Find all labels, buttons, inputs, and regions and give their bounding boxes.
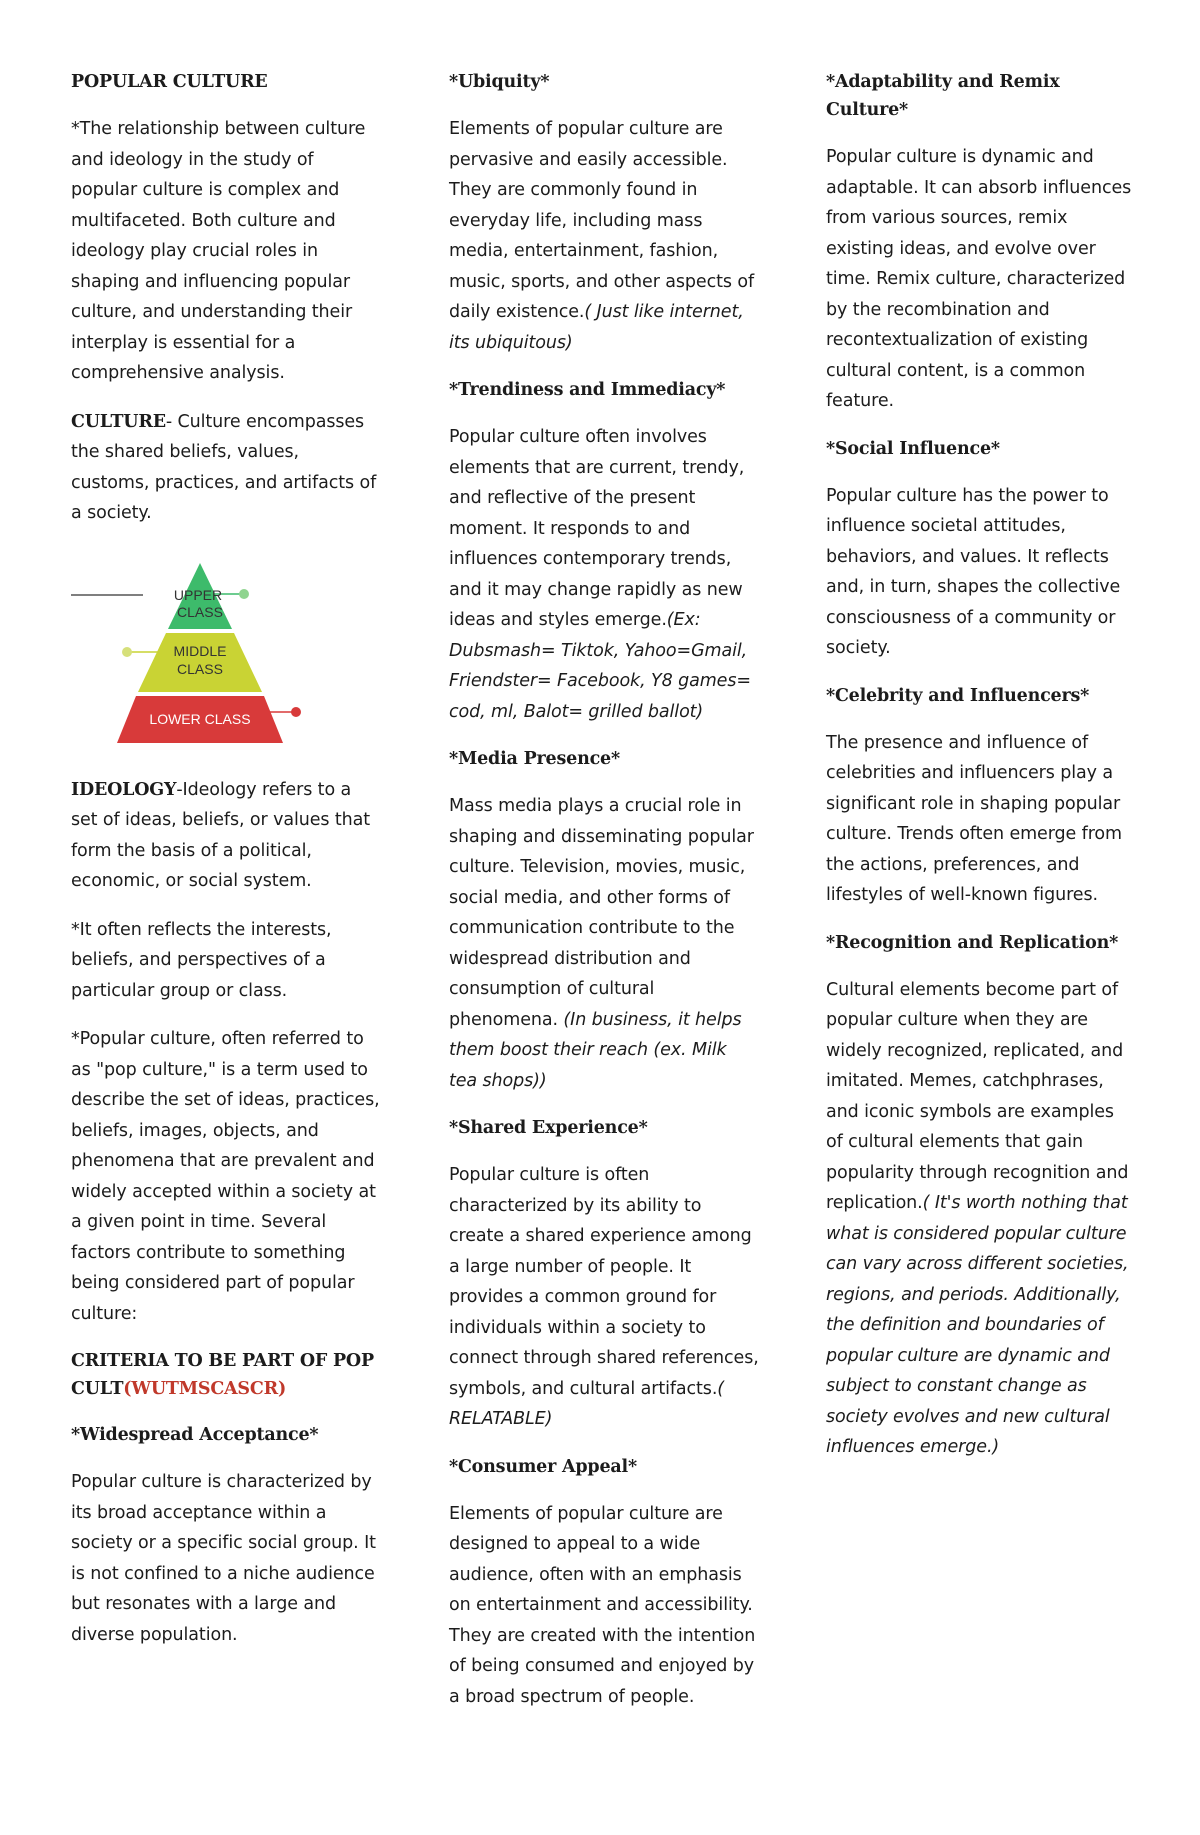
upper-label-2: CLASS — [177, 603, 223, 620]
trendiness-text: Popular culture often involves elements that are current, trendy, and reflective of the present moment. It responds to and influences contemporary trends, and it may change rapidly as new ideas and styles emerge. — [449, 427, 745, 630]
column-3 — [826, 68, 1136, 1481]
ideology-note: *It often reflects the interests, beliefs, and perspectives of a particular group or class. — [71, 919, 332, 1001]
media-text: Mass media plays a crucial role in shaping and disseminating popular culture. Television, movies, music, social media, and other forms of communication contribute to the widespread distribution and consumption of cultural phenomena. — [449, 796, 754, 1030]
lower-dot — [291, 707, 301, 717]
recognition-paragraph — [826, 975, 1136, 1463]
criteria-heading — [71, 1347, 381, 1403]
ubiquity-paragraph — [449, 114, 759, 358]
column-1 — [71, 68, 381, 1668]
adapt-heading: *Adaptability and Remix Culture* — [826, 72, 1060, 120]
middle-label-1: MIDDLE — [173, 642, 227, 659]
trendiness-note: (Ex: Dubsmash= Tiktok, Yahoo=Gmail, Friendster= Facebook, Y8 games= cod, ml, Balot= grilled ballot) — [449, 610, 751, 722]
trendiness-paragraph — [449, 422, 759, 727]
ubiquity-text: Elements of popular culture are pervasive and easily accessible. They are commonly found in everyday life, including mass media, entertainment, fashion, music, sports, and other aspects of daily existence. — [449, 119, 755, 322]
middle-dot — [122, 647, 132, 657]
ideology-definition — [71, 775, 381, 897]
class-pyramid-diagram — [71, 547, 381, 747]
shared-text: Popular culture is often characterized by its ability to create a shared experience among a large number of people. It provides a common ground for individuals within a society to connect through shared references, symbols, and cultural artifacts. — [449, 1165, 759, 1399]
culture-definition — [71, 407, 381, 529]
recognition-note: ( It's worth nothing that what is considered popular culture can vary across different societies, regions, and periods. Additionally, the definition and boundaries of popular culture are dynamic and subject to constant change as society evolves and new cultural influences emerge.) — [826, 1193, 1129, 1457]
media-note: (In business, it helps them boost their reach (ex. Milk tea shops)) — [449, 1009, 742, 1091]
shared-note: ( RELATABLE) — [449, 1378, 725, 1429]
widespread-text: Popular culture is characterized by its broad acceptance within a society or a specific social group. It is not confined to a niche audience but resonates with a large and diverse population. — [71, 1472, 376, 1645]
document-title: POPULAR CULTURE — [71, 72, 268, 92]
lower-label: LOWER CLASS — [149, 710, 251, 727]
ubiquity-heading: *Ubiquity* — [449, 72, 550, 92]
trendiness-heading: *Trendiness and Immediacy* — [449, 380, 726, 400]
ideology-def-text: -Ideology refers to a set of ideas, beliefs, or values that form the basis of a political, economic, or social system. — [71, 779, 370, 891]
culture-def-text: - Culture encompasses the shared beliefs, values, customs, practices, and artifacts of a society. — [71, 411, 377, 523]
media-heading: *Media Presence* — [449, 749, 620, 769]
social-heading: *Social Influence* — [826, 438, 1000, 459]
criteria-heading-text: CRITERIA TO BE PART OF POP CULT — [71, 1351, 374, 1399]
recognition-heading: *Recognition and Replication* — [826, 932, 1119, 953]
upper-label-1: UPPER — [173, 586, 223, 603]
celebrity-heading: *Celebrity and Influencers* — [826, 685, 1090, 706]
criteria-code: (WUTMSCASCR) — [123, 1379, 287, 1399]
celebrity-text: The presence and influence of celebrities and influencers play a significant role in shaping popular culture. Trends often emerge from the actions, preferences, and lifestyles of well-known figures. — [826, 732, 1122, 905]
ubiquity-note: ( Just like internet, its ubiquitous) — [449, 302, 744, 353]
adapt-text: Popular culture is dynamic and adaptable. It can absorb influences from various sources, remix existing ideas, and evolve over time. Remix culture, characterized by the recombination and recontextualization of existing cultural content, is a common feature. — [826, 147, 1132, 411]
social-text: Popular culture has the power to influence societal attitudes, behaviors, and values. It reflects and, in turn, shapes the collective consciousness of a community or society. — [826, 485, 1121, 658]
pyramid-svg — [71, 547, 381, 747]
recognition-text: Cultural elements become part of popular culture when they are widely recognized, replicated, and imitated. Memes, catchphrases, and iconic symbols are examples of cultural elements that gain popularity through recognition and replication. — [826, 979, 1129, 1213]
popculture-definition: *Popular culture, often referred to as "pop culture," is a term used to describe the set of ideas, practices, beliefs, images, objects, and phenomena that are prevalent and widely accepted within a society at a given point in time. Several factors contribute to something being considered part of popular culture: — [71, 1029, 380, 1324]
column-2 — [449, 68, 759, 1730]
widespread-heading: *Widespread Acceptance* — [71, 1425, 319, 1445]
culture-term: CULTURE — [71, 411, 166, 432]
ideology-term: IDEOLOGY — [71, 779, 177, 800]
shared-heading: *Shared Experience* — [449, 1118, 648, 1138]
consumer-heading: *Consumer Appeal* — [449, 1456, 637, 1477]
shared-paragraph — [449, 1160, 759, 1435]
middle-label-2: CLASS — [177, 660, 223, 677]
upper-dot — [239, 589, 249, 599]
media-paragraph — [449, 791, 759, 1096]
intro-paragraph: *The relationship between culture and ideology in the study of popular culture is complex and multifaceted. Both culture and ideology play crucial roles in shaping and influencing popular culture, and understanding their interplay is essential for a comprehensive analysis. — [71, 119, 366, 383]
consumer-text: Elements of popular culture are designed to appeal to a wide audience, often with an emphasis on entertainment and accessibility. They are created with the intention of being consumed and enjoyed by a broad spectrum of people. — [449, 1503, 756, 1707]
